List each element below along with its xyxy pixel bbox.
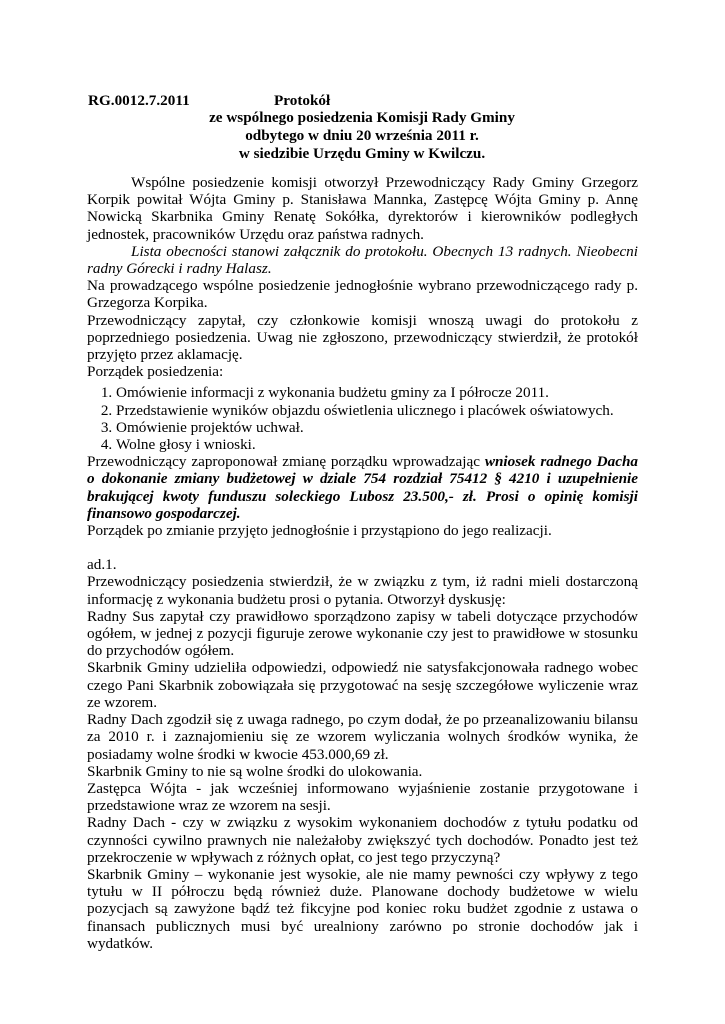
discussion-paragraph: Radny Dach zgodził się z uwaga radnego, po czym dodał, że po przeanalizowaniu bilansu za 2010 r. i zaznajomieniu się ze wzorem wyliczania wolnych środków wynika, że posiadamy wolne środki w kwocie 453.000,69 zł. bbox=[87, 711, 638, 763]
agenda-change-paragraph bbox=[87, 453, 638, 522]
section-label-ad1: ad.1. bbox=[87, 556, 117, 574]
document-body bbox=[87, 174, 638, 952]
attendance-paragraph: Lista obecności stanowi załącznik do protokołu. Obecnych 13 radnych. Nieobecni radny Górecki i radny Halasz. bbox=[87, 242, 638, 278]
discussion-paragraph: Zastępca Wójta - jak wcześniej informowano wyjaśnienie zostanie przygotowane i przedstawione wraz ze wzorem na sesji. bbox=[87, 779, 638, 815]
discussion-paragraph: Przewodniczący posiedzenia stwierdził, że w związku z tym, iż radni mieli dostarczoną informację z wykonania budżetu prosi o pytania. Otworzył dyskusję: bbox=[87, 573, 638, 608]
chair-election-paragraph: Na prowadzącego wspólne posiedzenie jednogłośnie wybrano przewodniczącego rady p. Grzegorza Korpika. bbox=[87, 277, 638, 312]
opening-paragraph: Wspólne posiedzenie komisji otworzył Przewodniczący Rady Gminy Grzegorz Korpik powitał Wójta Gminy p. Stanisława Mannka, Zastępcę Wójta Gminy p. Annę Nowicką Skarbnika Gminy Renatę Sokółka, dyrektorów i kierowników podległych jednostek, pracowników Urzędu oraz państwa radnych. bbox=[87, 174, 638, 243]
section-spacer bbox=[87, 539, 638, 556]
discussion-paragraph: Skarbnik Gminy to nie są wolne środki do ulokowania. bbox=[87, 762, 423, 780]
document-reference-number: RG.0012.7.2011 bbox=[88, 92, 190, 109]
agenda-item: 2. Przedstawienie wyników objazdu oświetlenia ulicznego i placówek oświatowych. bbox=[116, 402, 638, 419]
agenda-change-lead: Przewodniczący zaproponował zmianę porządku wprowadzając bbox=[87, 453, 485, 471]
document-title: Protokół bbox=[274, 92, 331, 109]
agenda-heading: Porządek posiedzenia: bbox=[87, 363, 224, 381]
discussion-paragraph: Skarbnik Gminy udzieliła odpowiedzi, odpowiedź nie satysfakcjonowała radnego wobec czego Pani Skarbnik zobowiązała się przygotować na sesję szczegółowe wyliczenie wraz ze wzorem. bbox=[87, 659, 638, 711]
header-line-1: ze wspólnego posiedzenia Komisji Rady Gminy bbox=[209, 109, 515, 126]
agenda-item: 1. Omówienie informacji z wykonania budżetu gminy za I półrocze 2011. bbox=[116, 384, 638, 401]
previous-minutes-paragraph: Przewodniczący zapytał, czy członkowie komisji wnoszą uwagi do protokołu z poprzedniego posiedzenia. Uwag nie zgłoszono, przewodniczący stwierdził, że protokół przyjęto przez aklamację. bbox=[87, 311, 638, 364]
agenda-list bbox=[87, 384, 638, 453]
discussion-paragraph: Radny Sus zapytał czy prawidłowo sporządzono zapisy w tabeli dotyczące przychodów ogółem, w jednej z pozycji figuruje zerowe wykonanie czy jest to prawidłowe w stosunku do przychodów ogółem. bbox=[87, 607, 638, 660]
header-line-3: w siedzibie Urzędu Gminy w Kwilczu. bbox=[238, 145, 486, 162]
agenda-accepted-paragraph: Porządek po zmianie przyjęto jednogłośnie i przystąpiono do jego realizacji. bbox=[87, 522, 552, 540]
agenda-item: 3. Omówienie projektów uchwał. bbox=[116, 419, 638, 436]
discussion-paragraph: Radny Dach - czy w związku z wysokim wykonaniem dochodów z tytułu podatku od czynności cywilno prawnych nie należałoby zwiększyć tych dochodów. Ponadto jest też przekroczenie w wpływach z różnych opłat, co jest tego przyczyną? bbox=[87, 814, 638, 866]
header-line-2: odbytego w dniu 20 września 2011 r. bbox=[245, 127, 479, 144]
agenda-item: 4. Wolne głosy i wnioski. bbox=[116, 436, 638, 453]
motion-text: wniosek radnego Dacha o dokonanie zmiany budżetowej w dziale 754 rozdział 75412 § 4210 i uzupełnienie brakującej kwoty funduszu soleckiego Lubosz 23.500,- zł. Prosi o opinię komisji finansowo gospodarczej. bbox=[87, 453, 638, 522]
discussion-paragraph: Skarbnik Gminy – wykonanie jest wysokie, ale nie mamy pewności czy wpływy z tego tytułu w II półroczu będą również duże. Planowane dochody budżetowe w wielu pozycjach są zawyżone bądź też fikcyjne pod koniec roku budżet zgodnie z ustawa o finansach publicznych musi być urealniony zarówno po stronie dochodów jak i wydatków. bbox=[87, 865, 638, 952]
